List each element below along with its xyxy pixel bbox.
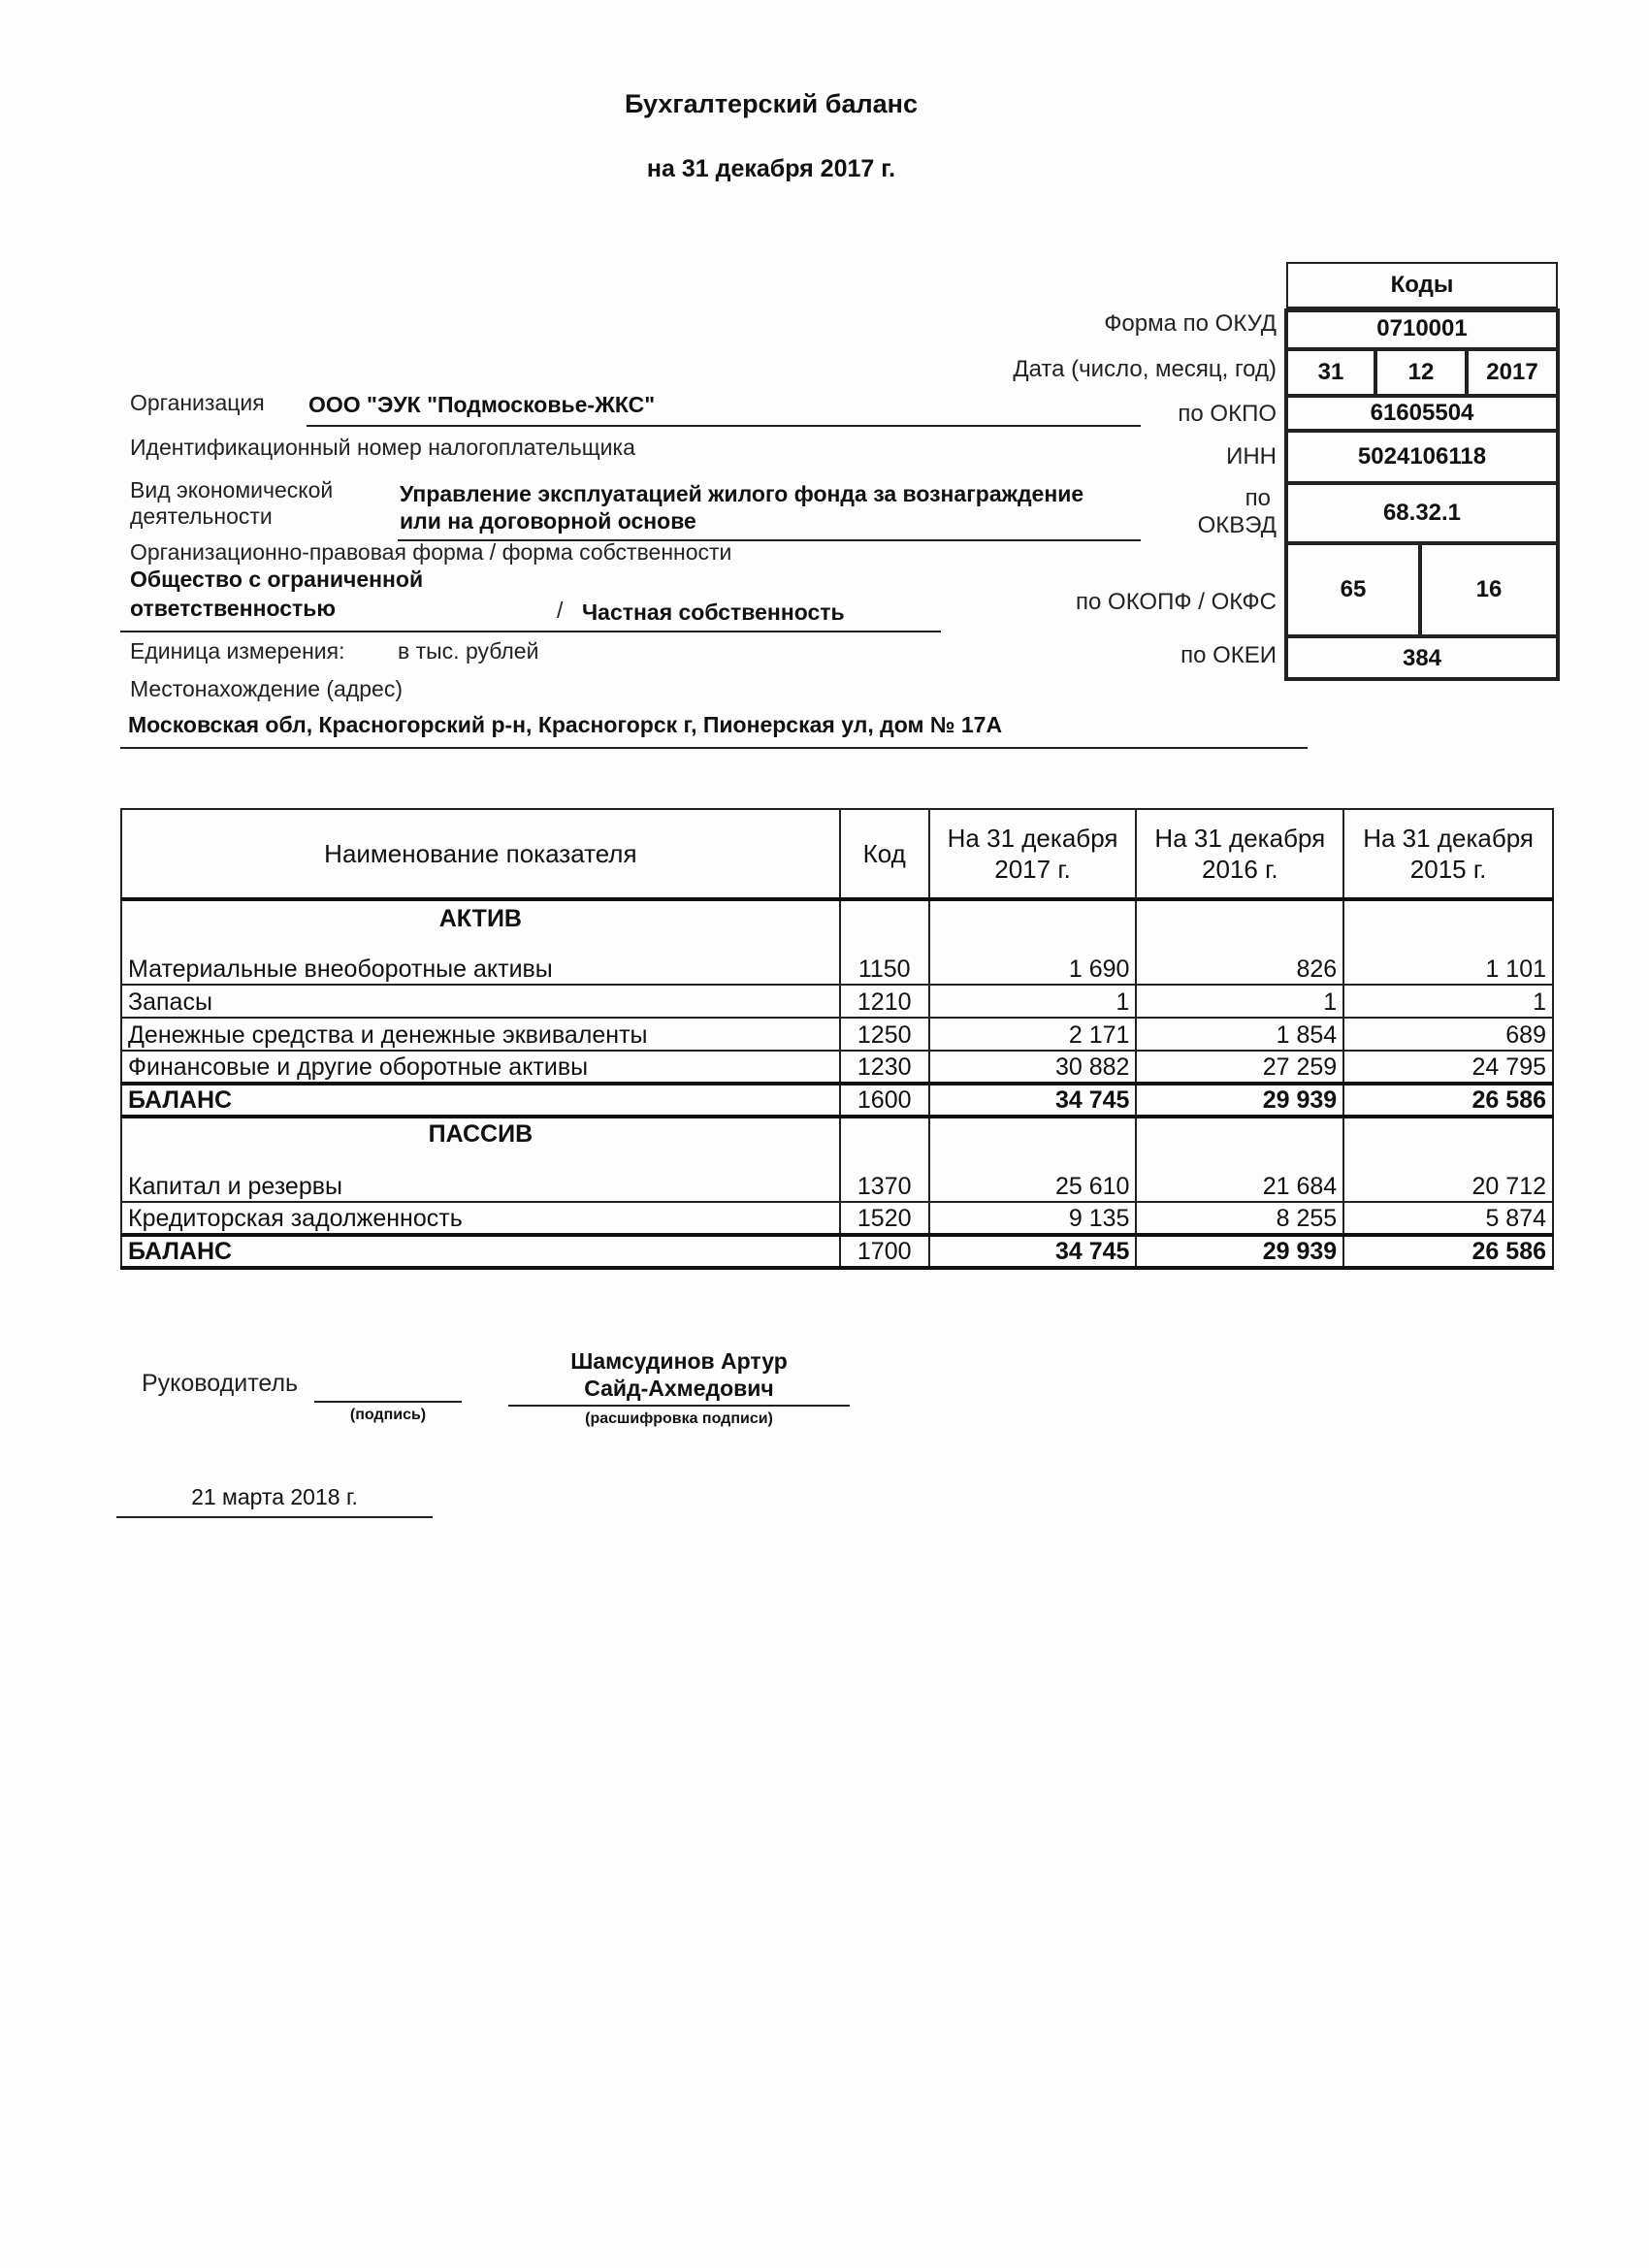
- okei-value: 384: [1402, 645, 1442, 671]
- table-row: [121, 985, 1553, 1018]
- signature-caption: (подпись): [349, 1407, 427, 1423]
- row-code: 1520: [840, 1202, 929, 1235]
- row-name: Материальные внеоборотные активы: [128, 956, 553, 983]
- row-value-2016: 21 684: [1136, 1117, 1343, 1202]
- document-title: Бухгалтерский баланс: [625, 89, 918, 118]
- row-value-2017: 1 690: [929, 899, 1137, 985]
- legal-form-2: ответственностью: [130, 596, 337, 621]
- table-header-row: [121, 809, 1553, 899]
- form-separator: /: [557, 598, 564, 623]
- row-value-2017: 2 171: [929, 1018, 1137, 1051]
- name-caption: (расшифровка подписи): [585, 1410, 773, 1427]
- row-value-2017: 25 610: [929, 1117, 1137, 1202]
- row-value-2016: 826: [1136, 899, 1343, 985]
- okved-label-2: ОКВЭД: [1197, 512, 1277, 538]
- org-label: Организация: [130, 390, 265, 415]
- org-name: ООО "ЭУК "Подмосковье-ЖКС": [308, 392, 656, 417]
- okved-label-1: по: [1245, 485, 1271, 511]
- row-name: Кредиторская задолженность: [121, 1202, 840, 1235]
- document-subtitle: на 31 декабря 2017 г.: [646, 155, 896, 182]
- codes-header: Коды: [1390, 272, 1454, 298]
- balance-table: [120, 808, 1554, 1270]
- form-label: Организационно-правовая форма / форма собственности: [130, 539, 732, 565]
- activity-line-2: или на договорной основе: [400, 508, 696, 534]
- head-name-2: Сайд-Ахмедович: [584, 1376, 774, 1401]
- activity-label-1: Вид экономической: [130, 477, 334, 502]
- okud-value: 0710001: [1376, 315, 1468, 341]
- okud-label: Форма по ОКУД: [1104, 310, 1277, 337]
- row-value-2016: 1: [1136, 985, 1343, 1018]
- row-value-2016: 8 255: [1136, 1202, 1343, 1235]
- row-value-2015: 26 586: [1343, 1235, 1553, 1268]
- okpo-value: 61605504: [1370, 400, 1474, 426]
- okei-label: по ОКЕИ: [1180, 642, 1277, 668]
- table-row: [121, 1018, 1553, 1051]
- unit-value: в тыс. рублей: [398, 638, 539, 664]
- table-row: [121, 1202, 1553, 1235]
- name-line: [508, 1405, 850, 1407]
- row-code: 1210: [840, 985, 929, 1018]
- date-year: 2017: [1486, 359, 1538, 385]
- okfs-value: 16: [1475, 576, 1503, 602]
- table-row: [121, 1117, 1553, 1202]
- row-value-2016: 27 259: [1136, 1051, 1343, 1084]
- table-row: [121, 1051, 1553, 1084]
- row-value-2017: 1: [929, 985, 1137, 1018]
- inn-label: Идентификационный номер налогоплательщика: [130, 435, 635, 460]
- row-value-2017: 34 745: [929, 1235, 1137, 1268]
- row-value-2015: 1 101: [1343, 899, 1553, 985]
- row-value-2017: 9 135: [929, 1202, 1137, 1235]
- row-name: Финансовые и другие оборотные активы: [121, 1051, 840, 1084]
- row-value-2016: 29 939: [1136, 1084, 1343, 1117]
- row-value-2017: 30 882: [929, 1051, 1137, 1084]
- total-row: [121, 1084, 1553, 1117]
- form-line: [120, 565, 941, 632]
- signature-date: 21 марта 2018 г.: [116, 1484, 433, 1518]
- signature-line: [314, 1401, 462, 1403]
- row-name: Запасы: [121, 985, 840, 1018]
- total-row: [121, 1235, 1553, 1268]
- date-month: 12: [1407, 359, 1435, 385]
- activity-label-2: деятельности: [130, 503, 273, 529]
- date-label: Дата (число, месяц, год): [1013, 356, 1277, 382]
- okopf-label: по ОКОПФ / ОКФС: [1076, 589, 1277, 615]
- row-code: 1370: [840, 1117, 929, 1202]
- section-assets: АКТИВ: [438, 905, 522, 932]
- address-line: [120, 706, 1308, 749]
- inn-code-label: ИНН: [1226, 443, 1277, 470]
- row-value-2015: 1: [1343, 985, 1553, 1018]
- head-name-1: Шамсудинов Артур: [570, 1348, 788, 1374]
- header-code: Код: [840, 809, 929, 899]
- row-value-2015: 5 874: [1343, 1202, 1553, 1235]
- org-name-line: [307, 386, 1141, 427]
- date-day: 31: [1317, 359, 1344, 385]
- row-value-2016: 1 854: [1136, 1018, 1343, 1051]
- ownership-form: Частная собственность: [582, 599, 845, 625]
- row-code: 1250: [840, 1018, 929, 1051]
- okved-value: 68.32.1: [1382, 500, 1462, 526]
- row-code: 1150: [840, 899, 929, 985]
- address-label: Местонахождение (адрес): [130, 676, 403, 701]
- unit-label: Единица измерения:: [130, 638, 345, 664]
- header-2017: На 31 декабря 2017 г.: [929, 809, 1137, 899]
- head-label: Руководитель: [142, 1370, 299, 1397]
- row-name: БАЛАНС: [121, 1235, 840, 1268]
- row-value-2015: 24 795: [1343, 1051, 1553, 1084]
- row-name: Капитал и резервы: [128, 1173, 342, 1200]
- inn-value: 5024106118: [1357, 443, 1487, 470]
- row-value-2015: 20 712: [1343, 1117, 1553, 1202]
- row-name: Денежные средства и денежные эквиваленты: [121, 1018, 840, 1051]
- header-name: Наименование показателя: [121, 809, 840, 899]
- row-value-2016: 29 939: [1136, 1235, 1343, 1268]
- row-name: БАЛАНС: [121, 1084, 840, 1117]
- activity-line-1: Управление эксплуатацией жилого фонда за вознаграждение: [400, 481, 1084, 506]
- table-row: [121, 899, 1553, 985]
- row-code: 1600: [840, 1084, 929, 1117]
- section-liabilities: ПАССИВ: [428, 1120, 534, 1148]
- row-code: 1700: [840, 1235, 929, 1268]
- address-value: Московская обл, Красногорский р-н, Красногорск г, Пионерская ул, дом № 17А: [128, 712, 1003, 737]
- row-value-2015: 689: [1343, 1018, 1553, 1051]
- header-2016: На 31 декабря 2016 г.: [1136, 809, 1343, 899]
- row-value-2017: 34 745: [929, 1084, 1137, 1117]
- okopf-value: 65: [1340, 576, 1367, 602]
- row-value-2015: 26 586: [1343, 1084, 1553, 1117]
- header-2015: На 31 декабря 2015 г.: [1343, 809, 1553, 899]
- row-code: 1230: [840, 1051, 929, 1084]
- okpo-label: по ОКПО: [1178, 401, 1277, 427]
- legal-form-1: Общество с ограниченной: [130, 567, 424, 592]
- activity-line: [398, 475, 1141, 541]
